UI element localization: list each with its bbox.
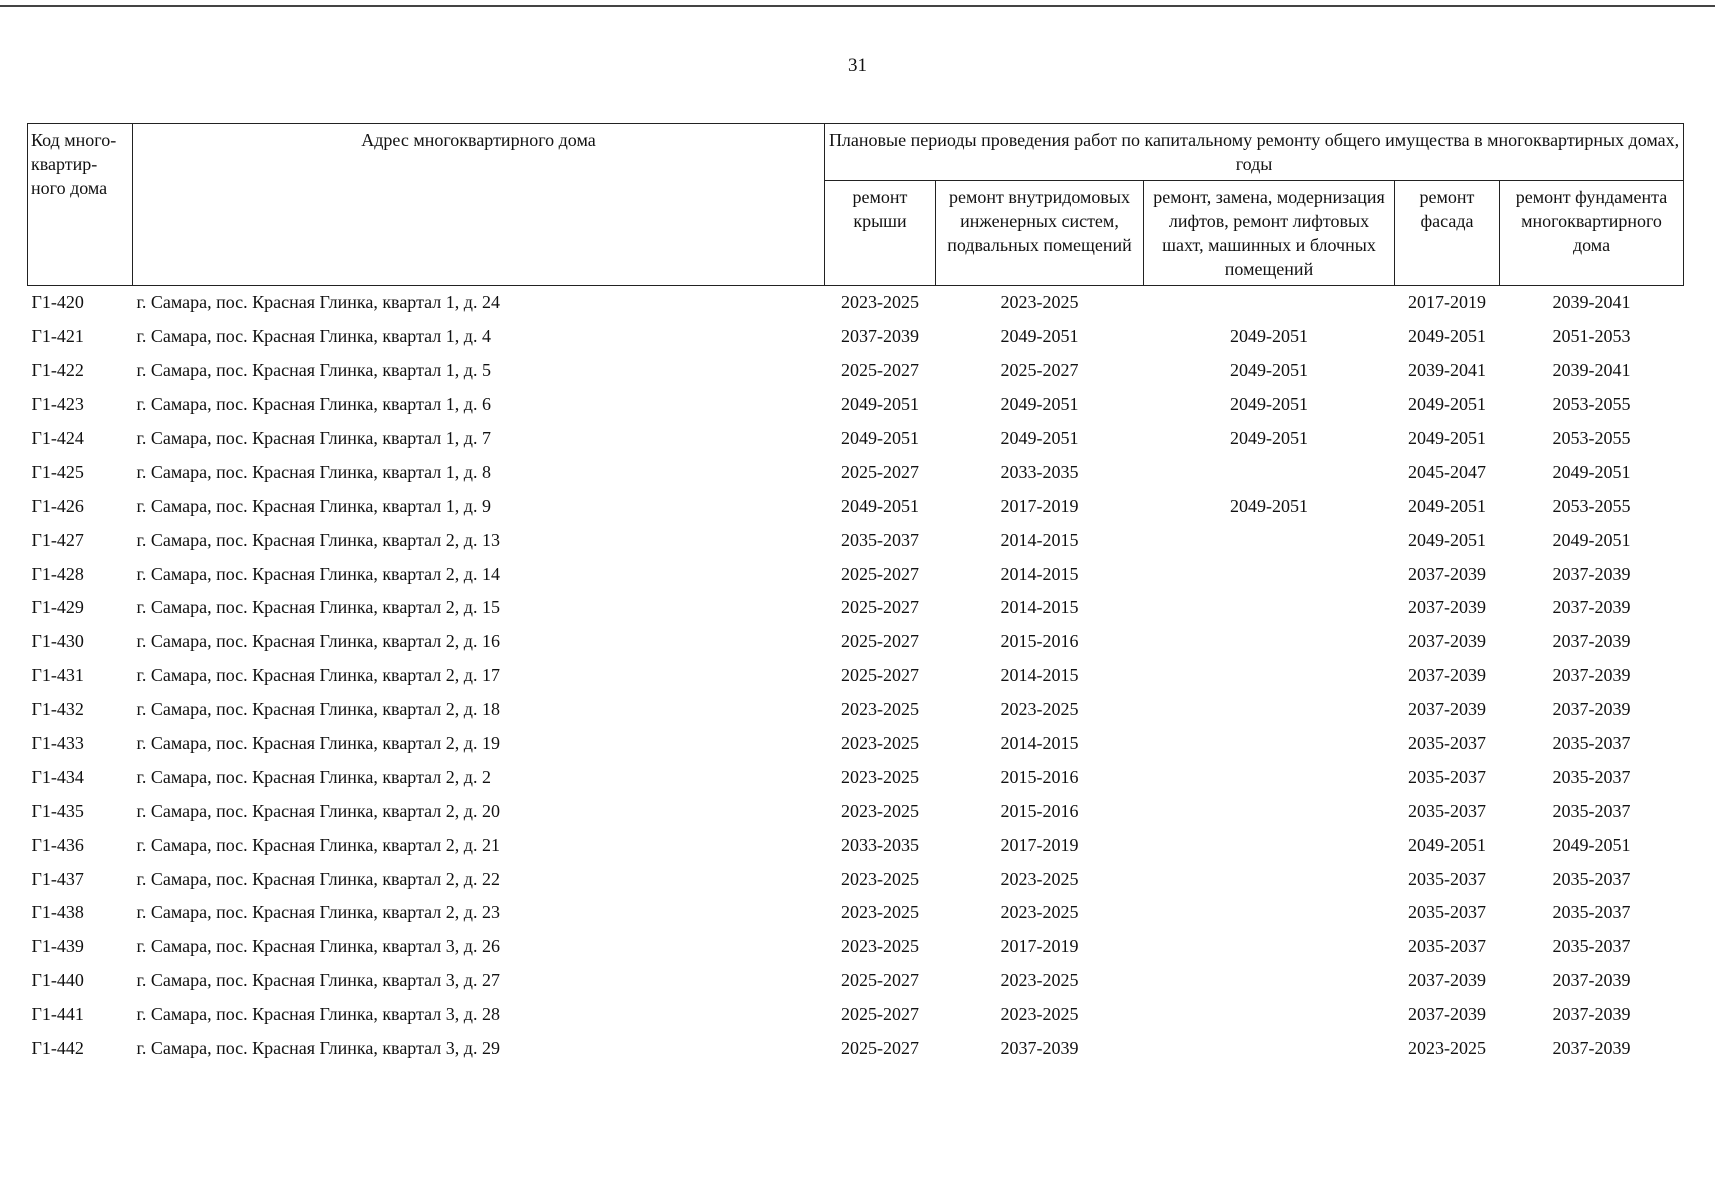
cell-address: г. Самара, пос. Красная Глинка, квартал 1, д. 7 [136, 428, 491, 448]
cell-facade: 2037-2039 [1408, 563, 1486, 584]
cell-systems: 2049-2051 [1000, 428, 1079, 448]
cell-code: Г1-442 [31, 1038, 84, 1059]
cell-address: г. Самара, пос. Красная Глинка, квартал 1, д. 6 [136, 394, 491, 415]
cell-lifts [1144, 693, 1395, 727]
cell-roof: 2025-2027 [841, 461, 919, 482]
cell-address: г. Самара, пос. Красная Глинка, квартал 1, д. 5 [136, 360, 491, 381]
cell-lifts [1144, 896, 1395, 930]
cell-facade: 2037-2039 [1408, 970, 1486, 991]
table-row [28, 286, 1684, 320]
cell-roof: 2033-2035 [841, 834, 919, 855]
cell-foundation: 2035-2037 [1552, 936, 1631, 957]
cell-code: Г1-436 [31, 834, 84, 855]
cell-lifts: 2049-2051 [1230, 428, 1308, 448]
cell-code: Г1-434 [31, 766, 84, 787]
cell-systems: 2033-2035 [1000, 461, 1079, 482]
table-row [28, 828, 1684, 862]
cell-systems: 2014-2015 [1000, 733, 1079, 754]
cell-address: г. Самара, пос. Красная Глинка, квартал 2, д. 19 [136, 733, 500, 754]
page-number: 31 [848, 55, 867, 76]
cell-systems: 2015-2016 [1000, 800, 1079, 821]
cell-code: Г1-428 [31, 563, 84, 584]
cell-roof: 2025-2027 [841, 1038, 919, 1059]
cell-address: г. Самара, пос. Красная Глинка, квартал 2, д. 15 [136, 597, 500, 618]
cell-systems: 2014-2015 [1000, 597, 1079, 618]
table-row [28, 693, 1684, 727]
cell-facade: 2035-2037 [1408, 766, 1486, 787]
table-row [28, 489, 1684, 523]
cell-code: Г1-430 [31, 631, 84, 652]
cell-address: г. Самара, пос. Красная Глинка, квартал 3, д. 27 [136, 970, 500, 991]
cell-code: Г1-441 [31, 1004, 84, 1025]
cell-roof: 2037-2039 [841, 326, 919, 347]
cell-systems: 2014-2015 [1000, 529, 1079, 550]
cell-code: Г1-426 [31, 495, 84, 516]
cell-code: Г1-438 [31, 902, 84, 923]
cell-systems: 2023-2025 [1000, 699, 1079, 720]
cell-foundation: 2035-2037 [1552, 733, 1631, 754]
table-row [28, 896, 1684, 930]
table-row [28, 964, 1684, 998]
cell-systems: 2014-2015 [1000, 665, 1079, 686]
cell-foundation: 2053-2055 [1552, 428, 1631, 448]
cell-lifts [1144, 727, 1395, 761]
cell-roof: 2049-2051 [841, 428, 919, 448]
cell-facade: 2037-2039 [1408, 631, 1486, 652]
cell-lifts: 2049-2051 [1230, 495, 1308, 516]
cell-foundation: 2035-2037 [1552, 766, 1631, 787]
cell-lifts [1144, 523, 1395, 557]
table-row [28, 455, 1684, 489]
table-row [28, 523, 1684, 557]
cell-systems: 2023-2025 [1000, 868, 1079, 889]
cell-foundation: 2037-2039 [1552, 563, 1631, 584]
table-row [28, 930, 1684, 964]
cell-systems: 2015-2016 [1000, 766, 1079, 787]
cell-code: Г1-435 [31, 800, 84, 821]
cell-facade: 2049-2051 [1408, 529, 1486, 550]
cell-lifts: 2049-2051 [1230, 360, 1308, 381]
cell-code: Г1-420 [31, 292, 84, 313]
cell-foundation: 2039-2041 [1552, 360, 1631, 381]
cell-lifts [1144, 862, 1395, 896]
cell-foundation: 2037-2039 [1552, 631, 1631, 652]
cell-address: г. Самара, пос. Красная Глинка, квартал 1, д. 9 [136, 495, 491, 516]
cell-code: Г1-423 [31, 394, 84, 415]
cell-facade: 2035-2037 [1408, 902, 1486, 923]
table-row [28, 320, 1684, 354]
cell-lifts [1144, 760, 1395, 794]
cell-facade: 2037-2039 [1408, 1004, 1486, 1025]
cell-facade: 2037-2039 [1408, 597, 1486, 618]
cell-facade: 2049-2051 [1408, 428, 1486, 448]
cell-code: Г1-440 [31, 970, 84, 991]
header-planned-periods: Плановые периоды проведения работ по капитальному ремонту общего имущества в многоквартирных домах, годы [825, 124, 1684, 181]
table-row [28, 354, 1684, 388]
cell-roof: 2035-2037 [841, 529, 919, 550]
cell-address: г. Самара, пос. Красная Глинка, квартал 2, д. 23 [136, 902, 500, 923]
cell-foundation: 2049-2051 [1552, 529, 1631, 550]
cell-facade: 2037-2039 [1408, 665, 1486, 686]
cell-facade: 2035-2037 [1408, 868, 1486, 889]
cell-facade: 2045-2047 [1408, 461, 1486, 482]
cell-lifts [1144, 1032, 1395, 1066]
cell-address: г. Самара, пос. Красная Глинка, квартал 2, д. 2 [136, 766, 491, 787]
cell-lifts: 2049-2051 [1230, 326, 1308, 347]
table-row [28, 760, 1684, 794]
cell-address: г. Самара, пос. Красная Глинка, квартал 2, д. 20 [136, 800, 500, 821]
cell-address: г. Самара, пос. Красная Глинка, квартал 2, д. 13 [136, 529, 500, 550]
cell-roof: 2025-2027 [841, 563, 919, 584]
cell-lifts [1144, 625, 1395, 659]
cell-lifts [1144, 557, 1395, 591]
cell-facade: 2037-2039 [1408, 699, 1486, 720]
cell-foundation: 2037-2039 [1552, 970, 1631, 991]
cell-facade: 2049-2051 [1408, 326, 1486, 347]
header-address: Адрес многоквартирного дома [133, 124, 825, 286]
cell-lifts [1144, 930, 1395, 964]
cell-roof: 2049-2051 [841, 495, 919, 516]
cell-roof: 2023-2025 [841, 868, 919, 889]
cell-systems: 2023-2025 [1000, 902, 1079, 923]
cell-lifts [1144, 828, 1395, 862]
table-row [28, 625, 1684, 659]
cell-roof: 2025-2027 [841, 665, 919, 686]
cell-lifts: 2049-2051 [1230, 394, 1308, 415]
table-row [28, 1032, 1684, 1066]
cell-facade: 2035-2037 [1408, 936, 1486, 957]
cell-code: Г1-429 [31, 597, 84, 618]
cell-lifts [1144, 964, 1395, 998]
cell-roof: 2023-2025 [841, 699, 919, 720]
cell-facade: 2035-2037 [1408, 733, 1486, 754]
cell-foundation: 2037-2039 [1552, 1004, 1631, 1025]
cell-systems: 2015-2016 [1000, 631, 1079, 652]
cell-foundation: 2049-2051 [1552, 461, 1631, 482]
cell-facade: 2039-2041 [1408, 360, 1486, 381]
cell-address: г. Самара, пос. Красная Глинка, квартал 2, д. 18 [136, 699, 500, 720]
header-lifts: ремонт, замена, модернизация лифтов, ремонт лифтовых шахт, машинных и блочных помещений [1144, 181, 1395, 286]
cell-lifts [1144, 794, 1395, 828]
table-row [28, 659, 1684, 693]
cell-code: Г1-424 [31, 428, 84, 448]
cell-roof: 2025-2027 [841, 1004, 919, 1025]
cell-lifts [1144, 659, 1395, 693]
cell-code: Г1-422 [31, 360, 84, 381]
cell-foundation: 2039-2041 [1552, 292, 1631, 313]
cell-roof: 2025-2027 [841, 631, 919, 652]
cell-foundation: 2049-2051 [1552, 834, 1631, 855]
cell-code: Г1-432 [31, 699, 84, 720]
cell-address: г. Самара, пос. Красная Глинка, квартал 1, д. 24 [136, 292, 500, 313]
table-row [28, 422, 1684, 456]
cell-roof: 2049-2051 [841, 394, 919, 415]
cell-lifts [1144, 286, 1395, 320]
cell-address: г. Самара, пос. Красная Глинка, квартал 1, д. 4 [136, 326, 491, 347]
cell-facade: 2049-2051 [1408, 834, 1486, 855]
cell-roof: 2025-2027 [841, 597, 919, 618]
cell-address: г. Самара, пос. Красная Глинка, квартал 2, д. 16 [136, 631, 500, 652]
cell-code: Г1-433 [31, 733, 84, 754]
cell-code: Г1-421 [31, 326, 84, 347]
cell-facade: 2017-2019 [1408, 292, 1486, 313]
cell-systems: 2025-2027 [1000, 360, 1079, 381]
cell-address: г. Самара, пос. Красная Глинка, квартал 3, д. 28 [136, 1004, 500, 1025]
cell-foundation: 2053-2055 [1552, 495, 1631, 516]
cell-foundation: 2037-2039 [1552, 597, 1631, 618]
cell-address: г. Самара, пос. Красная Глинка, квартал 2, д. 14 [136, 563, 500, 584]
table-row [28, 998, 1684, 1032]
cell-foundation: 2053-2055 [1552, 394, 1631, 415]
header-systems: ремонт внутридомовых инженерных систем, подвальных помещений [936, 181, 1144, 286]
cell-foundation: 2035-2037 [1552, 902, 1631, 923]
cell-systems: 2023-2025 [1000, 970, 1079, 991]
cell-roof: 2023-2025 [841, 902, 919, 923]
cell-facade: 2049-2051 [1408, 394, 1486, 415]
cell-foundation: 2051-2053 [1552, 326, 1631, 347]
cell-systems: 2049-2051 [1000, 394, 1079, 415]
cell-roof: 2023-2025 [841, 766, 919, 787]
table-header [28, 124, 1684, 286]
cell-systems: 2049-2051 [1000, 326, 1079, 347]
cell-systems: 2017-2019 [1000, 936, 1079, 957]
cell-systems: 2017-2019 [1000, 495, 1079, 516]
table-row [28, 388, 1684, 422]
table-row [28, 862, 1684, 896]
cell-code: Г1-437 [31, 868, 84, 889]
cell-foundation: 2037-2039 [1552, 699, 1631, 720]
cell-code: Г1-439 [31, 936, 84, 957]
cell-address: г. Самара, пос. Красная Глинка, квартал 2, д. 22 [136, 868, 500, 889]
cell-roof: 2023-2025 [841, 292, 919, 313]
table-row [28, 794, 1684, 828]
cell-address: г. Самара, пос. Красная Глинка, квартал 3, д. 26 [136, 936, 500, 957]
cell-code: Г1-427 [31, 529, 84, 550]
cell-roof: 2023-2025 [841, 936, 919, 957]
cell-facade: 2035-2037 [1408, 800, 1486, 821]
cell-foundation: 2037-2039 [1552, 665, 1631, 686]
cell-roof: 2023-2025 [841, 800, 919, 821]
table-row [28, 727, 1684, 761]
cell-facade: 2023-2025 [1408, 1038, 1486, 1059]
cell-address: г. Самара, пос. Красная Глинка, квартал 1, д. 8 [136, 461, 491, 482]
table-row [28, 557, 1684, 591]
cell-roof: 2025-2027 [841, 360, 919, 381]
cell-roof: 2023-2025 [841, 733, 919, 754]
cell-foundation: 2035-2037 [1552, 868, 1631, 889]
header-foundation: ремонт фундамента многоквартирного дома [1500, 181, 1684, 286]
cell-lifts [1144, 591, 1395, 625]
table-body [28, 286, 1684, 1066]
cell-systems: 2037-2039 [1000, 1038, 1079, 1059]
cell-address: г. Самара, пос. Красная Глинка, квартал 2, д. 17 [136, 665, 500, 686]
header-code: Код много-квартир-ного дома [28, 124, 133, 286]
cell-foundation: 2037-2039 [1552, 1038, 1631, 1059]
top-rule [0, 5, 1715, 7]
cell-systems: 2017-2019 [1000, 834, 1079, 855]
cell-systems: 2023-2025 [1000, 1004, 1079, 1025]
cell-systems: 2023-2025 [1000, 292, 1079, 313]
cell-address: г. Самара, пос. Красная Глинка, квартал 3, д. 29 [136, 1038, 500, 1059]
cell-systems: 2014-2015 [1000, 563, 1079, 584]
table-row [28, 591, 1684, 625]
cell-code: Г1-425 [31, 461, 84, 482]
cell-address: г. Самара, пос. Красная Глинка, квартал 2, д. 21 [136, 834, 500, 855]
header-facade: ремонт фасада [1395, 181, 1500, 286]
cell-lifts [1144, 455, 1395, 489]
header-roof: ремонт крыши [825, 181, 936, 286]
repair-schedule-table [27, 123, 1684, 1065]
cell-facade: 2049-2051 [1408, 495, 1486, 516]
cell-roof: 2025-2027 [841, 970, 919, 991]
cell-code: Г1-431 [31, 665, 84, 686]
cell-lifts [1144, 998, 1395, 1032]
cell-foundation: 2035-2037 [1552, 800, 1631, 821]
